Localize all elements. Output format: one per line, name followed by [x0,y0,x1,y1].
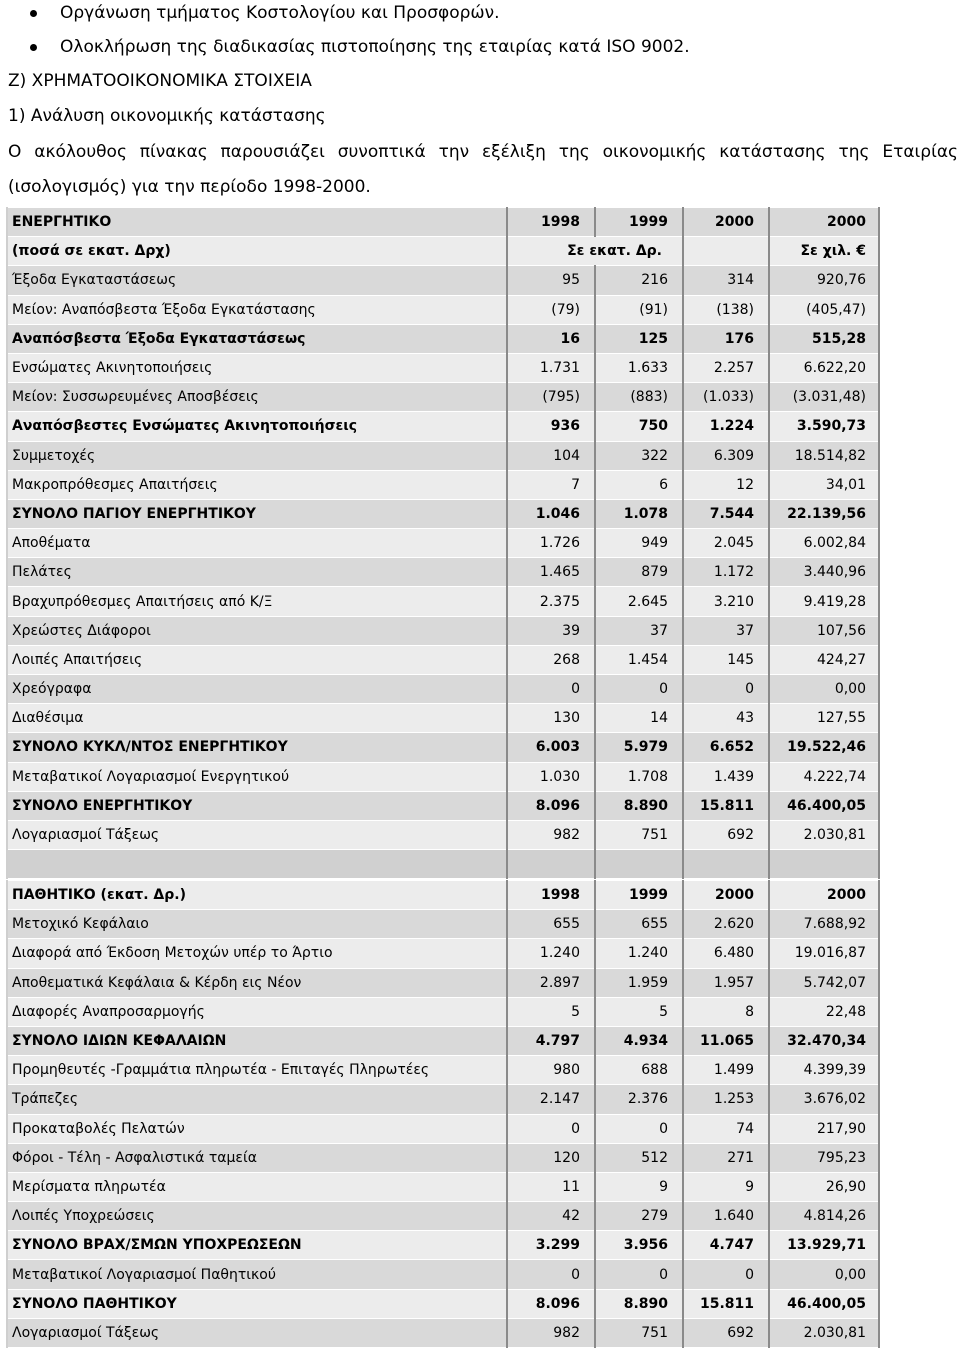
row-label: Μακροπρόθεσμες Απαιτήσεις [7,470,507,499]
table-row [7,968,879,997]
value-cell: 11.065 [683,1026,769,1055]
table-row [7,499,879,528]
table-row [7,910,879,939]
units-cell: Σε χιλ. € [769,237,879,266]
value-cell: 216 [595,266,683,295]
row-label: Μείον: Αναπόσβεστα Έξοδα Εγκατάστασης [7,295,507,324]
value-cell: 39 [507,616,595,645]
value-cell: 6.622,20 [769,353,879,382]
value-cell: 4.934 [595,1026,683,1055]
value-cell: 8.096 [507,1289,595,1318]
value-cell: (91) [595,295,683,324]
row-label: ΣΥΝΟΛΟ ΒΡΑΧ/ΣΜΩΝ ΥΠΟΧΡΕΩΣΕΩΝ [7,1231,507,1260]
value-cell: 1.439 [683,762,769,791]
row-label: Λογαριασμοί Τάξεως [7,820,507,849]
value-cell: 9 [683,1172,769,1201]
header-cell: 1998 [507,881,595,910]
value-cell: 1.633 [595,353,683,382]
value-cell: 879 [595,558,683,587]
value-cell: 15.811 [683,791,769,820]
value-cell: 0 [507,1260,595,1289]
value-cell: 1.046 [507,499,595,528]
value-cell: 6.003 [507,733,595,762]
value-cell: 8.890 [595,791,683,820]
assets-table [6,207,880,879]
value-cell: 2.645 [595,587,683,616]
row-label: Προμηθευτές -Γραμμάτια πληρωτέα - Επιταγές Πληρωτέες [7,1056,507,1085]
assets-header-row [7,208,879,237]
value-cell: 3.590,73 [769,412,879,441]
assets-units-row [7,237,879,266]
table-row [7,1085,879,1114]
value-cell: 127,55 [769,704,879,733]
liabilities-table [6,880,880,1348]
header-cell: 2000 [769,881,879,910]
value-cell: 104 [507,441,595,470]
value-cell: 4.814,26 [769,1202,879,1231]
value-cell: 980 [507,1056,595,1085]
section-title: Ζ) ΧΡΗΜΑΤΟΟΙΚΟΝΟΜΙΚΑ ΣΤΟΙΧΕΙΑ [8,71,312,91]
value-cell: 3.676,02 [769,1085,879,1114]
value-cell: 4.399,39 [769,1056,879,1085]
value-cell: 6.002,84 [769,529,879,558]
value-cell: 751 [595,820,683,849]
table-row [7,997,879,1026]
row-label: Χρεόγραφα [7,675,507,704]
table-row [7,412,879,441]
value-cell: 0 [507,675,595,704]
row-label: Μετοχικό Κεφάλαιο [7,910,507,939]
table-row [7,733,879,762]
table-row [7,1056,879,1085]
table-row [7,1202,879,1231]
value-cell: 0 [595,1260,683,1289]
bullet-text: Ολοκλήρωση της διαδικασίας πιστοποίησης της εταιρίας κατά ISO 9002. [60,37,690,57]
units-cell: Σε εκατ. Δρ. [507,237,683,266]
table-row [7,1143,879,1172]
value-cell: 8 [683,997,769,1026]
value-cell: 5.979 [595,733,683,762]
value-cell: 1.240 [595,939,683,968]
row-label: Χρεώστες Διάφοροι [7,616,507,645]
value-cell: 13.929,71 [769,1231,879,1260]
table-row [7,295,879,324]
value-cell: (405,47) [769,295,879,324]
liabilities-header-row [7,881,879,910]
value-cell: 37 [595,616,683,645]
value-cell: 1.959 [595,968,683,997]
value-cell: 43 [683,704,769,733]
value-cell: 120 [507,1143,595,1172]
row-label: Πελάτες [7,558,507,587]
value-cell: 655 [507,910,595,939]
value-cell: 0 [595,675,683,704]
value-cell: 2.897 [507,968,595,997]
value-cell: 268 [507,645,595,674]
value-cell: 6.480 [683,939,769,968]
value-cell: 8.890 [595,1289,683,1318]
value-cell: 16 [507,324,595,353]
value-cell: 1.454 [595,645,683,674]
value-cell: 1.224 [683,412,769,441]
spacer-cell [595,850,683,879]
value-cell: 2.376 [595,1085,683,1114]
value-cell: 688 [595,1056,683,1085]
table-row [7,791,879,820]
value-cell: 920,76 [769,266,879,295]
table-row [7,939,879,968]
value-cell: 14 [595,704,683,733]
table-row [7,558,879,587]
value-cell: 9.419,28 [769,587,879,616]
value-cell: 936 [507,412,595,441]
value-cell: 795,23 [769,1143,879,1172]
row-label: Έξοδα Εγκαταστάσεως [7,266,507,295]
value-cell: 750 [595,412,683,441]
row-label: Ενσώματες Ακινητοποιήσεις [7,353,507,382]
row-label: Αποθεματικά Κεφάλαια & Κέρδη εις Νέον [7,968,507,997]
value-cell: 9 [595,1172,683,1201]
value-cell: 1.726 [507,529,595,558]
value-cell: 32.470,34 [769,1026,879,1055]
table-row [7,820,879,849]
intro-paragraph-line-1: Ο ακόλουθος πίνακας παρουσιάζει συνοπτικά την εξέλιξη της οικονομικής κατάστασης της Εταιρίας [8,142,958,162]
header-cell: ΠΑΘΗΤΙΚΟ (εκατ. Δρ.) [7,881,507,910]
table-row [7,529,879,558]
row-label: Συμμετοχές [7,441,507,470]
table-row [7,645,879,674]
row-label: Προκαταβολές Πελατών [7,1114,507,1143]
table-row [7,1318,879,1347]
table-row [7,1289,879,1318]
row-label: ΣΥΝΟΛΟ ΕΝΕΡΓΗΤΙΚΟΥ [7,791,507,820]
value-cell: 26,90 [769,1172,879,1201]
header-cell: 2000 [769,208,879,237]
value-cell: 2.257 [683,353,769,382]
value-cell: (1.033) [683,383,769,412]
row-label: Διαθέσιμα [7,704,507,733]
header-cell: 1999 [595,208,683,237]
row-label: ΣΥΝΟΛΟ ΠΑΓΙΟΥ ΕΝΕΡΓΗΤΙΚΟΥ [7,499,507,528]
value-cell: 95 [507,266,595,295]
header-cell: 1998 [507,208,595,237]
value-cell: 42 [507,1202,595,1231]
value-cell: (138) [683,295,769,324]
value-cell: 3.956 [595,1231,683,1260]
row-label: Λοιπές Υποχρεώσεις [7,1202,507,1231]
subsection-title: 1) Ανάλυση οικονομικής κατάστασης [8,106,326,126]
value-cell: 515,28 [769,324,879,353]
row-label: Λογαριασμοί Τάξεως [7,1318,507,1347]
value-cell: 424,27 [769,645,879,674]
row-label: ΣΥΝΟΛΟ ΚΥΚΛ/ΝΤΟΣ ΕΝΕΡΓΗΤΙΚΟΥ [7,733,507,762]
value-cell: 46.400,05 [769,1289,879,1318]
row-label: Διαφορά από Έκδοση Μετοχών υπέρ το Άρτιο [7,939,507,968]
table-row [7,675,879,704]
header-cell: 1999 [595,881,683,910]
value-cell: (795) [507,383,595,412]
table-row [7,470,879,499]
value-cell: 34,01 [769,470,879,499]
spacer-cell [507,850,595,879]
value-cell: 1.030 [507,762,595,791]
value-cell: 11 [507,1172,595,1201]
value-cell: 4.222,74 [769,762,879,791]
value-cell: (883) [595,383,683,412]
value-cell: 751 [595,1318,683,1347]
value-cell: 2.045 [683,529,769,558]
value-cell: 2.147 [507,1085,595,1114]
table-row [7,1114,879,1143]
value-cell: 271 [683,1143,769,1172]
value-cell: 982 [507,1318,595,1347]
value-cell: 0 [683,1260,769,1289]
value-cell: 0 [595,1114,683,1143]
value-cell: 692 [683,820,769,849]
row-label: Λοιπές Απαιτήσεις [7,645,507,674]
header-cell: 2000 [683,881,769,910]
value-cell: 1.499 [683,1056,769,1085]
spacer-cell [769,850,879,879]
value-cell: 4.797 [507,1026,595,1055]
value-cell: 18.514,82 [769,441,879,470]
value-cell: 7 [507,470,595,499]
value-cell: 692 [683,1318,769,1347]
value-cell: 2.030,81 [769,820,879,849]
row-label: Αποθέματα [7,529,507,558]
table-row [7,383,879,412]
value-cell: 3.210 [683,587,769,616]
value-cell: 1.640 [683,1202,769,1231]
value-cell: 655 [595,910,683,939]
row-label: Μείον: Συσσωρευμένες Αποσβέσεις [7,383,507,412]
table-row [7,762,879,791]
value-cell: 314 [683,266,769,295]
value-cell: 1.078 [595,499,683,528]
value-cell: 982 [507,820,595,849]
table-row [7,704,879,733]
intro-paragraph-line-2: (ισολογισμός) για την περίοδο 1998-2000. [8,177,371,197]
value-cell: (3.031,48) [769,383,879,412]
value-cell: 512 [595,1143,683,1172]
value-cell: 12 [683,470,769,499]
row-label: Τράπεζες [7,1085,507,1114]
bullet-text: Οργάνωση τμήματος Κοστολογίου και Προσφορών. [60,3,500,23]
value-cell: 125 [595,324,683,353]
value-cell: 2.030,81 [769,1318,879,1347]
value-cell: 2.620 [683,910,769,939]
value-cell: 5 [595,997,683,1026]
row-label: ΣΥΝΟΛΟ ΙΔΙΩΝ ΚΕΦΑΛΑΙΩΝ [7,1026,507,1055]
header-cell: ΕΝΕΡΓΗΤΙΚΟ [7,208,507,237]
value-cell: 279 [595,1202,683,1231]
value-cell: 37 [683,616,769,645]
value-cell: 8.096 [507,791,595,820]
table-row [7,616,879,645]
value-cell: 3.440,96 [769,558,879,587]
bullet-dot-icon [30,44,37,51]
value-cell: 2.375 [507,587,595,616]
value-cell: 6.309 [683,441,769,470]
row-label: Βραχυπρόθεσμες Απαιτήσεις από Κ/Ξ [7,587,507,616]
value-cell: 176 [683,324,769,353]
value-cell: 145 [683,645,769,674]
value-cell: 0 [507,1114,595,1143]
value-cell: 22,48 [769,997,879,1026]
row-label: Διαφορές Αναπροσαρμογής [7,997,507,1026]
value-cell: 3.299 [507,1231,595,1260]
row-label: Φόροι - Τέλη - Ασφαλιστικά ταμεία [7,1143,507,1172]
value-cell: 5 [507,997,595,1026]
value-cell: 1.957 [683,968,769,997]
value-cell: 19.522,46 [769,733,879,762]
value-cell: 4.747 [683,1231,769,1260]
value-cell: 949 [595,529,683,558]
value-cell: 217,90 [769,1114,879,1143]
value-cell: 130 [507,704,595,733]
value-cell: 74 [683,1114,769,1143]
value-cell: 7.688,92 [769,910,879,939]
spacer-cell [7,850,507,879]
value-cell: 0 [683,675,769,704]
row-label: ΣΥΝΟΛΟ ΠΑΘΗΤΙΚΟΥ [7,1289,507,1318]
spacer-cell [683,850,769,879]
value-cell: 1.172 [683,558,769,587]
value-cell: 1.708 [595,762,683,791]
value-cell: 322 [595,441,683,470]
value-cell: 1.253 [683,1085,769,1114]
value-cell: 19.016,87 [769,939,879,968]
units-cell-empty [683,237,769,266]
spacer-row [7,850,879,879]
value-cell: 0,00 [769,1260,879,1289]
table-row [7,587,879,616]
value-cell: (79) [507,295,595,324]
bullet-dot-icon [30,10,37,17]
row-label: Μεταβατικοί Λογαριασμοί Ενεργητικού [7,762,507,791]
row-label: Αναπόσβεστες Ενσώματες Ακινητοποιήσεις [7,412,507,441]
value-cell: 46.400,05 [769,791,879,820]
table-row [7,1260,879,1289]
units-label: (ποσά σε εκατ. Δρχ) [7,237,507,266]
value-cell: 1.731 [507,353,595,382]
value-cell: 6 [595,470,683,499]
value-cell: 1.240 [507,939,595,968]
table-row [7,1172,879,1201]
row-label: Μεταβατικοί Λογαριασμοί Παθητικού [7,1260,507,1289]
table-row [7,1231,879,1260]
table-row [7,353,879,382]
header-cell: 2000 [683,208,769,237]
value-cell: 22.139,56 [769,499,879,528]
table-row [7,324,879,353]
table-row [7,266,879,295]
value-cell: 7.544 [683,499,769,528]
value-cell: 0,00 [769,675,879,704]
value-cell: 6.652 [683,733,769,762]
table-row [7,1026,879,1055]
value-cell: 15.811 [683,1289,769,1318]
value-cell: 5.742,07 [769,968,879,997]
value-cell: 1.465 [507,558,595,587]
value-cell: 107,56 [769,616,879,645]
row-label: Αναπόσβεστα Έξοδα Εγκαταστάσεως [7,324,507,353]
table-row [7,441,879,470]
row-label: Μερίσματα πληρωτέα [7,1172,507,1201]
